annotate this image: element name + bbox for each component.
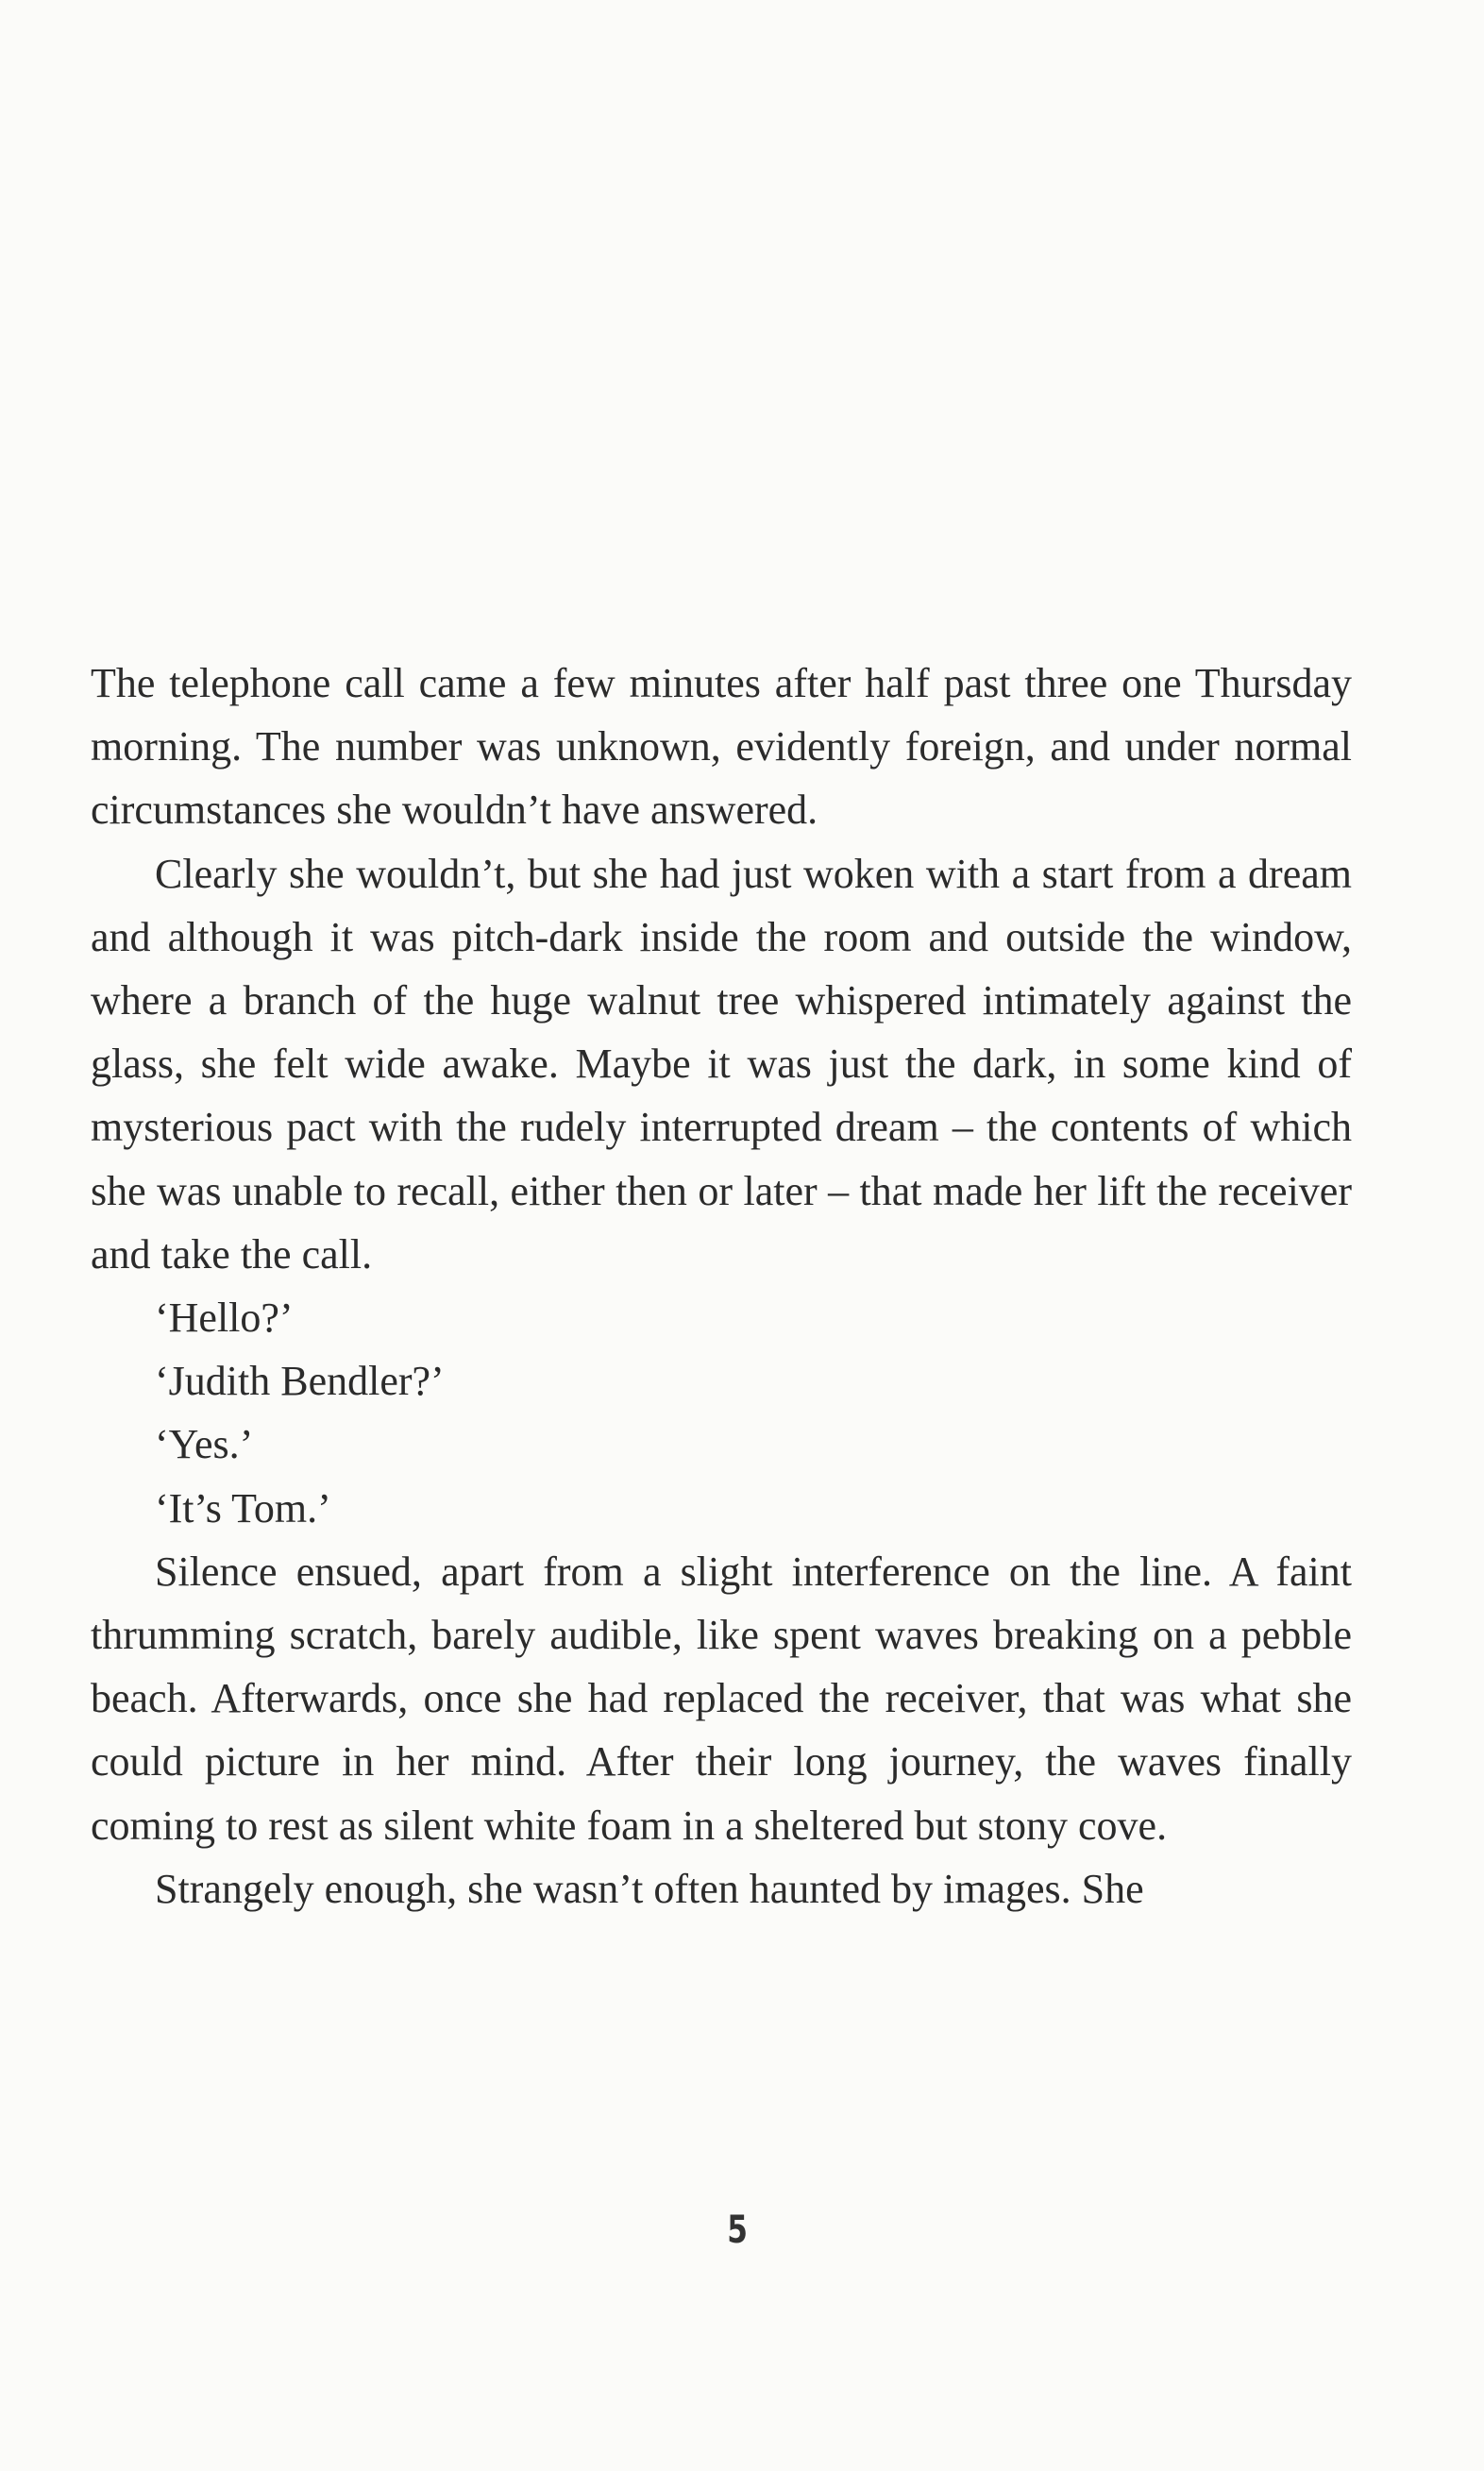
paragraph-opening: The telephone call came a few minutes after half past three one Thursday morning. The number was unknown, evidently foreign, and under normal circumstances she wouldn’t have answered. (91, 660, 1352, 834)
body-text (91, 652, 1352, 1921)
page-number: 5 (727, 2209, 749, 2252)
paragraph-dream: Clearly she wouldn’t, but she had just woken with a start from a dream and although it was pitch-dark inside the room and outside the window, where a branch of the huge walnut tree whispered intimately against the glass, she felt wide awake. Maybe it was just the dark, in some kind of mysterious pact with the rudely interrupted dream – the contents of which she was unable to recall, either then or later – that made her lift the receiver and take the call. (91, 850, 1352, 1278)
dialogue-line-yes: ‘Yes.’ (155, 1421, 254, 1468)
dialogue-line-tom: ‘It’s Tom.’ (155, 1484, 331, 1532)
dialogue-line-judith: ‘Judith Bendler?’ (155, 1358, 445, 1405)
paragraph-images: Strangely enough, she wasn’t often haunted by images. She (155, 1865, 1144, 1912)
dialogue-line-hello: ‘Hello?’ (155, 1295, 294, 1342)
paragraph-silence: Silence ensued, apart from a slight interference on the line. A faint thrumming scratch, barely audible, like spent waves breaking on a pebble beach. Afterwards, once she had replaced the receiver, that was what she could picture in her mind. After their long journey, the waves finally coming to rest as silent white foam in a sheltered but stony cove. (91, 1548, 1352, 1849)
